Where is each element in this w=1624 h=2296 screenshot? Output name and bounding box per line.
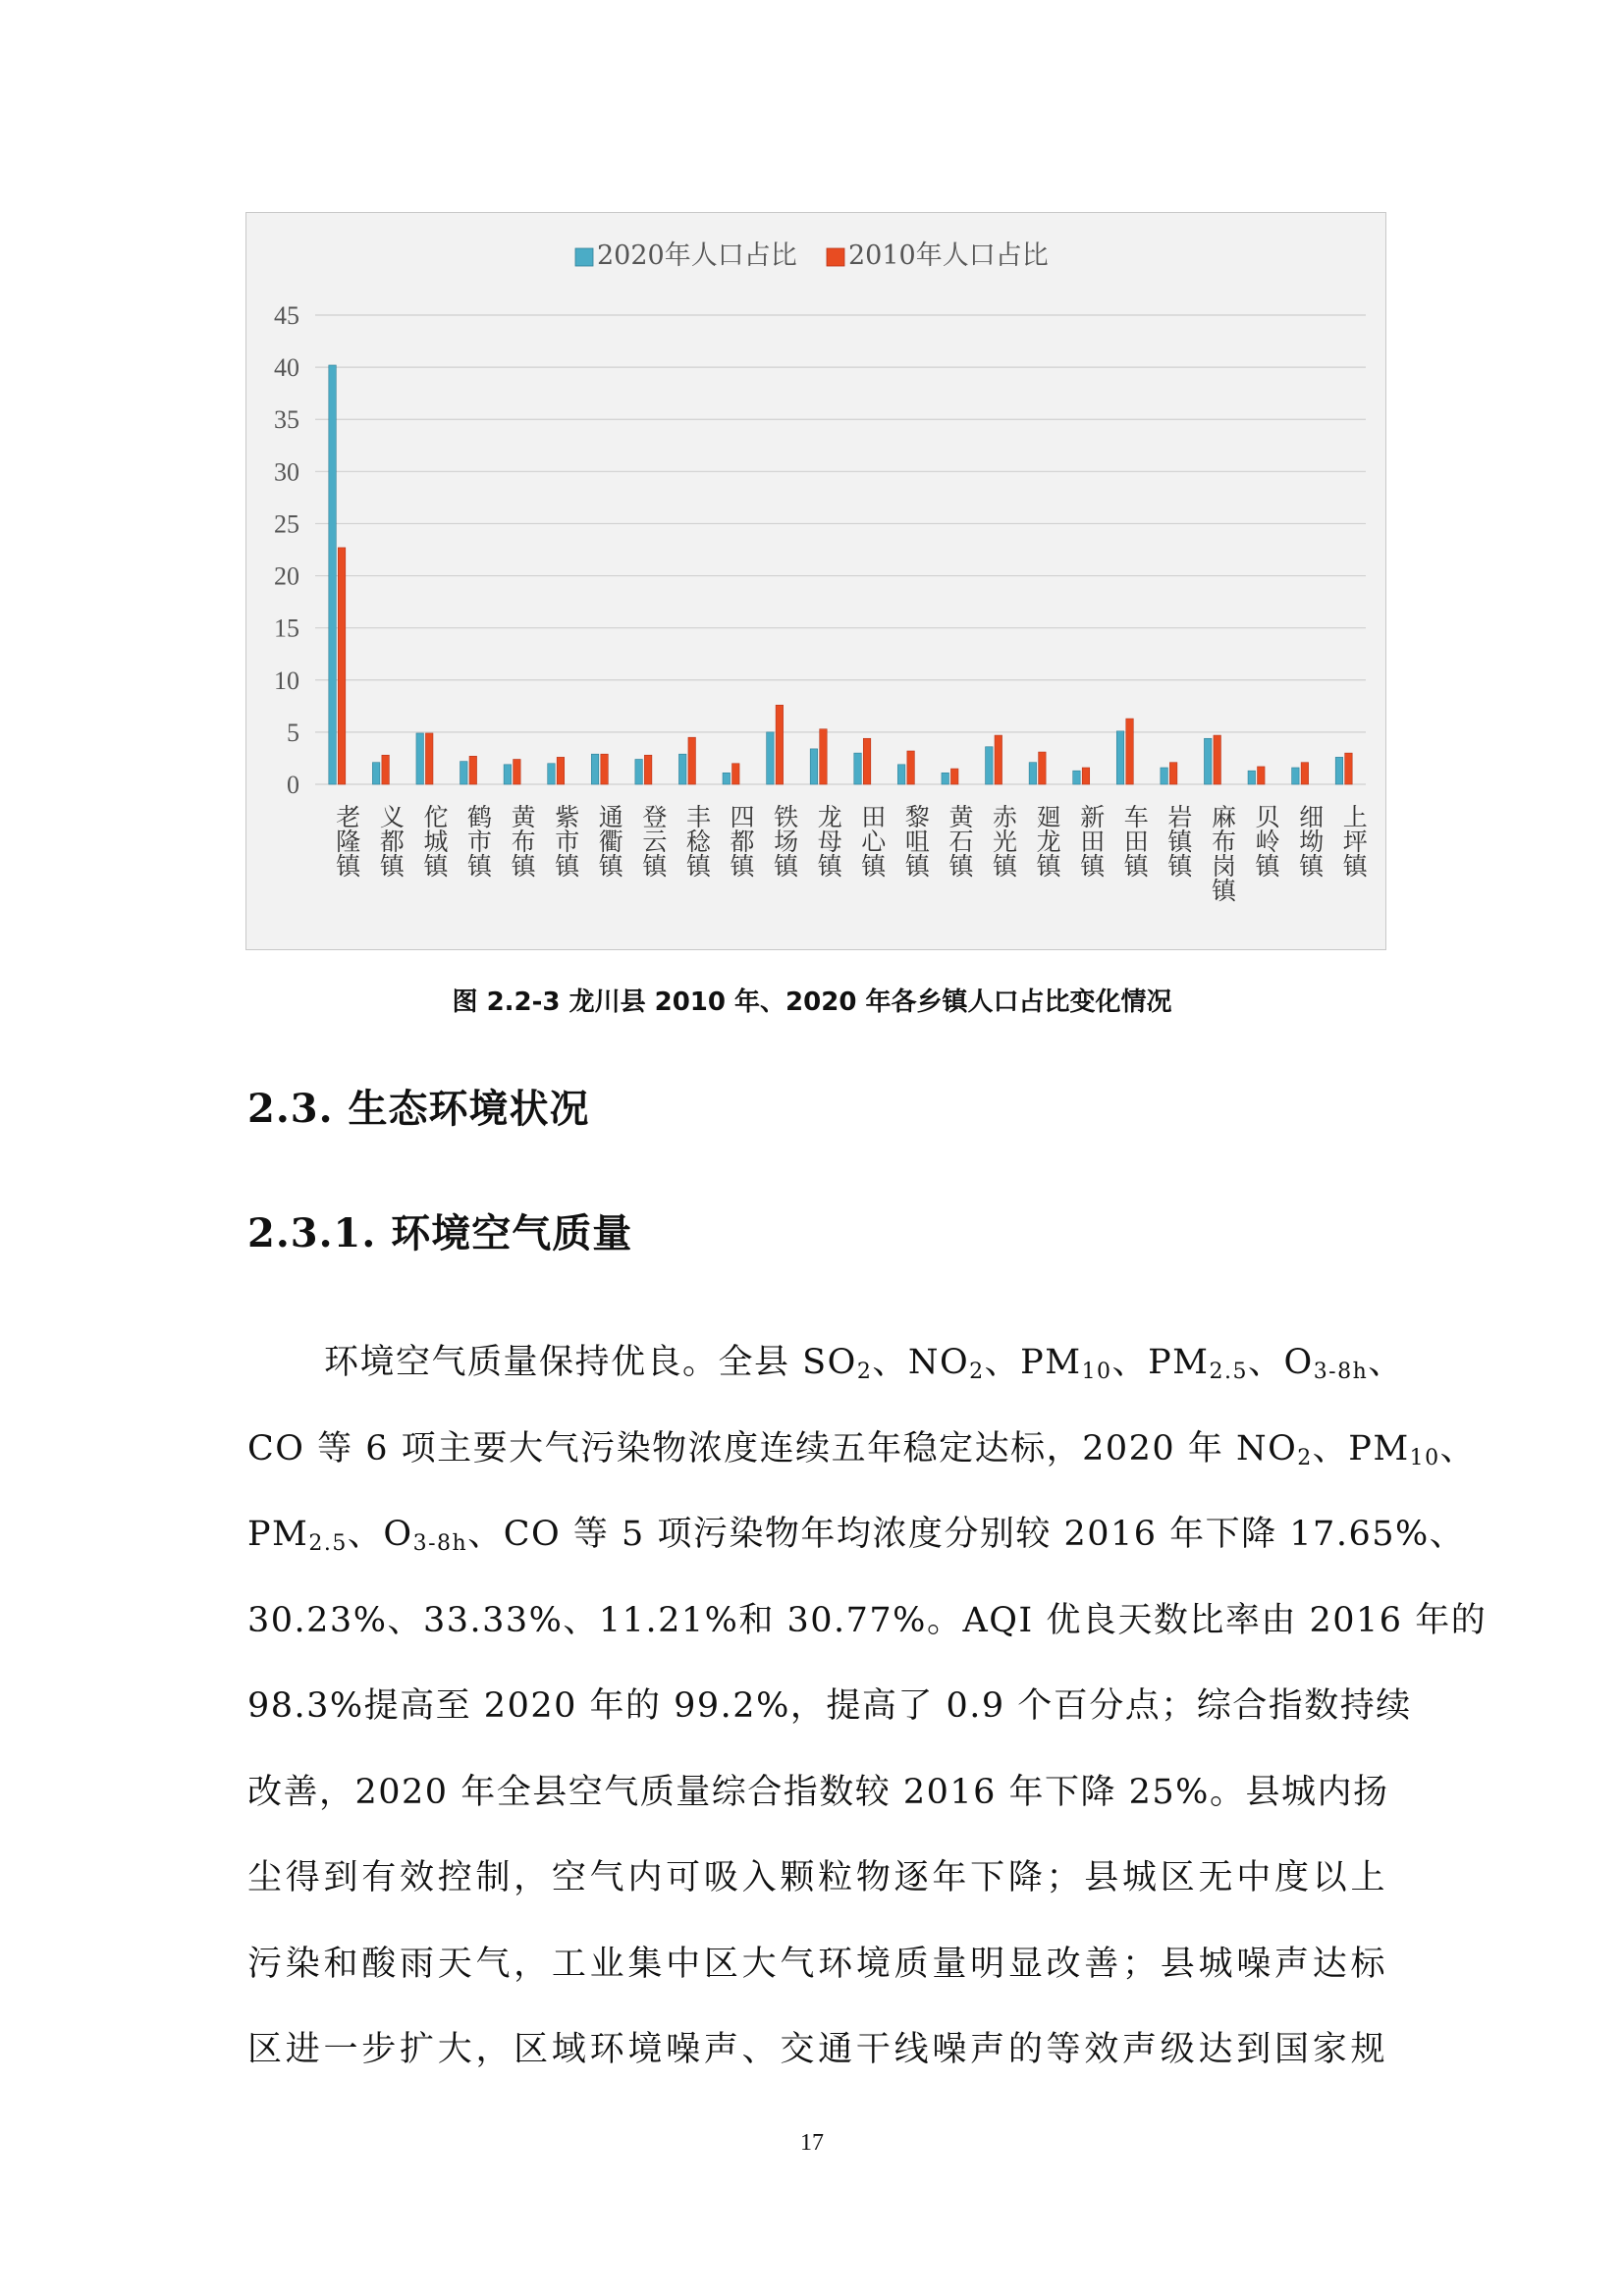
bar-2020 [723, 773, 731, 784]
y-tick-label: 0 [287, 771, 299, 799]
bar-2010 [557, 757, 565, 784]
y-tick-label: 30 [274, 457, 299, 487]
paragraph-line-4: 30.23%、33.33%、11.21%和 30.77%。AQI 优良天数比率由 2016 年的 [247, 1600, 1488, 1640]
y-tick-label: 20 [274, 561, 299, 591]
x-category-label: 廻龙镇 [1033, 804, 1062, 878]
bar-2010 [907, 751, 915, 784]
x-category-label: 新田镇 [1076, 804, 1106, 878]
bar-2010 [863, 738, 871, 784]
bar-2010 [1082, 768, 1090, 784]
y-tick-label: 35 [274, 405, 299, 435]
paragraph-line-5: 98.3%提高至 2020 年的 99.2%，提高了 0.9 个百分点；综合指数持续 [247, 1686, 1412, 1726]
y-tick-label: 10 [274, 666, 299, 695]
paragraph-line-8: 污染和酸雨天气，工业集中区大气环境质量明显改善；县城噪声达标 [247, 1944, 1386, 1984]
x-category-label: 赤光镇 [989, 804, 1018, 878]
bar-2020 [329, 365, 337, 784]
bar-2020 [897, 765, 905, 784]
x-category-label: 义都镇 [376, 804, 406, 878]
bar-2010 [1301, 763, 1309, 784]
section-heading-2-3: 2.3. 生态环境状况 [247, 1086, 590, 1132]
y-tick-label: 45 [274, 301, 299, 330]
bar-2010 [688, 737, 696, 784]
bar-2020 [372, 763, 380, 784]
bar-2010 [601, 754, 609, 784]
x-category-label: 龙母镇 [814, 804, 843, 878]
y-tick-label: 25 [274, 509, 299, 539]
bar-2020 [504, 765, 512, 784]
bar-2020 [986, 747, 994, 784]
legend-label: 2010年人口占比 [848, 240, 1049, 271]
bar-2020 [1116, 731, 1124, 784]
x-category-label: 登云镇 [638, 804, 668, 878]
bar-2010 [1258, 767, 1266, 784]
bar-2010 [950, 769, 958, 784]
paragraph-line-3: $PM_{2.5}$、$O_{3-8h}$、CO 等 5 项污染物年均浓度分别较 2016 年下降 17.65%、 [247, 1515, 1466, 1556]
bar-2020 [810, 749, 818, 784]
bar-2020 [635, 760, 643, 784]
body-paragraph [247, 1320, 1488, 2094]
x-category-label: 四都镇 [727, 804, 756, 878]
paragraph-line-9: 区进一步扩大，区域环境噪声、交通干线噪声的等效声级达到国家规 [247, 2030, 1386, 2069]
bar-2020 [942, 773, 949, 784]
x-category-label: 通衢镇 [595, 804, 624, 878]
x-category-label: 丰稔镇 [682, 804, 712, 878]
legend-swatch [575, 248, 593, 266]
bar-2020 [1335, 757, 1343, 784]
chart-canvas [246, 213, 1387, 951]
x-category-label: 佗城镇 [419, 804, 449, 878]
figure-caption: 图 2.2-3 龙川县 2010 年、2020 年各乡镇人口占比变化情况 [452, 988, 1172, 1017]
bar-2020 [460, 762, 468, 784]
x-category-label: 鹤市镇 [463, 804, 493, 878]
x-category-label: 车田镇 [1120, 804, 1150, 878]
population-share-chart [245, 212, 1386, 950]
paragraph-line-2: CO 等 6 项主要大气污染物浓度连续五年稳定达标，2020 年 $NO_2$、$PM_{10}$、 [247, 1428, 1477, 1470]
paragraph-line-1: 环境空气质量保持优良。全县 $SO_2$、$NO_2$、$PM_{10}$、$PM_{2.5}$、$O_{3-8h}$、 [324, 1343, 1404, 1384]
paragraph-line-6: 改善，2020 年全县空气质量综合指数较 2016 年下降 25%。县城内扬 [247, 1772, 1389, 1812]
x-category-label: 麻布岗镇 [1208, 804, 1237, 902]
bar-2010 [514, 760, 521, 784]
bar-2010 [644, 755, 652, 784]
paragraph-line-7: 尘得到有效控制，空气内可吸入颗粒物逐年下降；县城区无中度以上 [247, 1858, 1386, 1897]
bar-2010 [1126, 719, 1134, 784]
bar-2010 [1039, 752, 1047, 784]
x-category-label: 黄石镇 [945, 804, 974, 878]
x-category-label: 黄布镇 [508, 804, 537, 878]
bar-2020 [1161, 768, 1168, 784]
bar-2020 [678, 754, 686, 784]
x-category-label: 田心镇 [857, 804, 887, 878]
x-category-label: 贝岭镇 [1252, 804, 1281, 878]
bar-2020 [548, 764, 556, 784]
x-category-label: 细坳镇 [1295, 804, 1325, 878]
x-category-label: 上坪镇 [1339, 804, 1369, 878]
bar-2020 [1248, 771, 1256, 784]
bar-2010 [469, 756, 477, 784]
x-category-label: 紫市镇 [551, 804, 580, 878]
bar-2020 [1073, 771, 1081, 784]
bar-2010 [1169, 763, 1177, 784]
bar-2020 [591, 754, 599, 784]
bar-2020 [767, 732, 775, 784]
bar-2010 [382, 755, 390, 784]
y-tick-label: 5 [287, 718, 299, 747]
x-category-label: 老隆镇 [332, 804, 361, 878]
x-category-label: 黎咀镇 [901, 804, 931, 878]
bar-2010 [425, 733, 433, 784]
bar-2010 [1214, 735, 1221, 784]
bar-2010 [776, 705, 784, 784]
bar-2010 [820, 729, 828, 784]
section-heading-2-3-1: 2.3.1. 环境空气质量 [247, 1210, 633, 1256]
y-tick-label: 15 [274, 614, 299, 643]
y-tick-label: 40 [274, 353, 299, 383]
bar-2020 [1292, 768, 1300, 784]
bar-2020 [416, 733, 424, 784]
legend-swatch [827, 248, 844, 266]
x-category-label: 岩镇镇 [1164, 804, 1193, 878]
bar-2010 [732, 764, 740, 784]
bar-2010 [338, 548, 346, 784]
legend-label: 2020年人口占比 [597, 240, 797, 271]
bar-2010 [995, 735, 1002, 784]
bar-2020 [1204, 738, 1212, 784]
page-number: 17 [800, 2130, 824, 2156]
bar-2020 [1029, 763, 1037, 784]
bar-2010 [1345, 753, 1353, 784]
bar-2020 [854, 753, 862, 784]
x-category-label: 铁场镇 [770, 804, 799, 878]
